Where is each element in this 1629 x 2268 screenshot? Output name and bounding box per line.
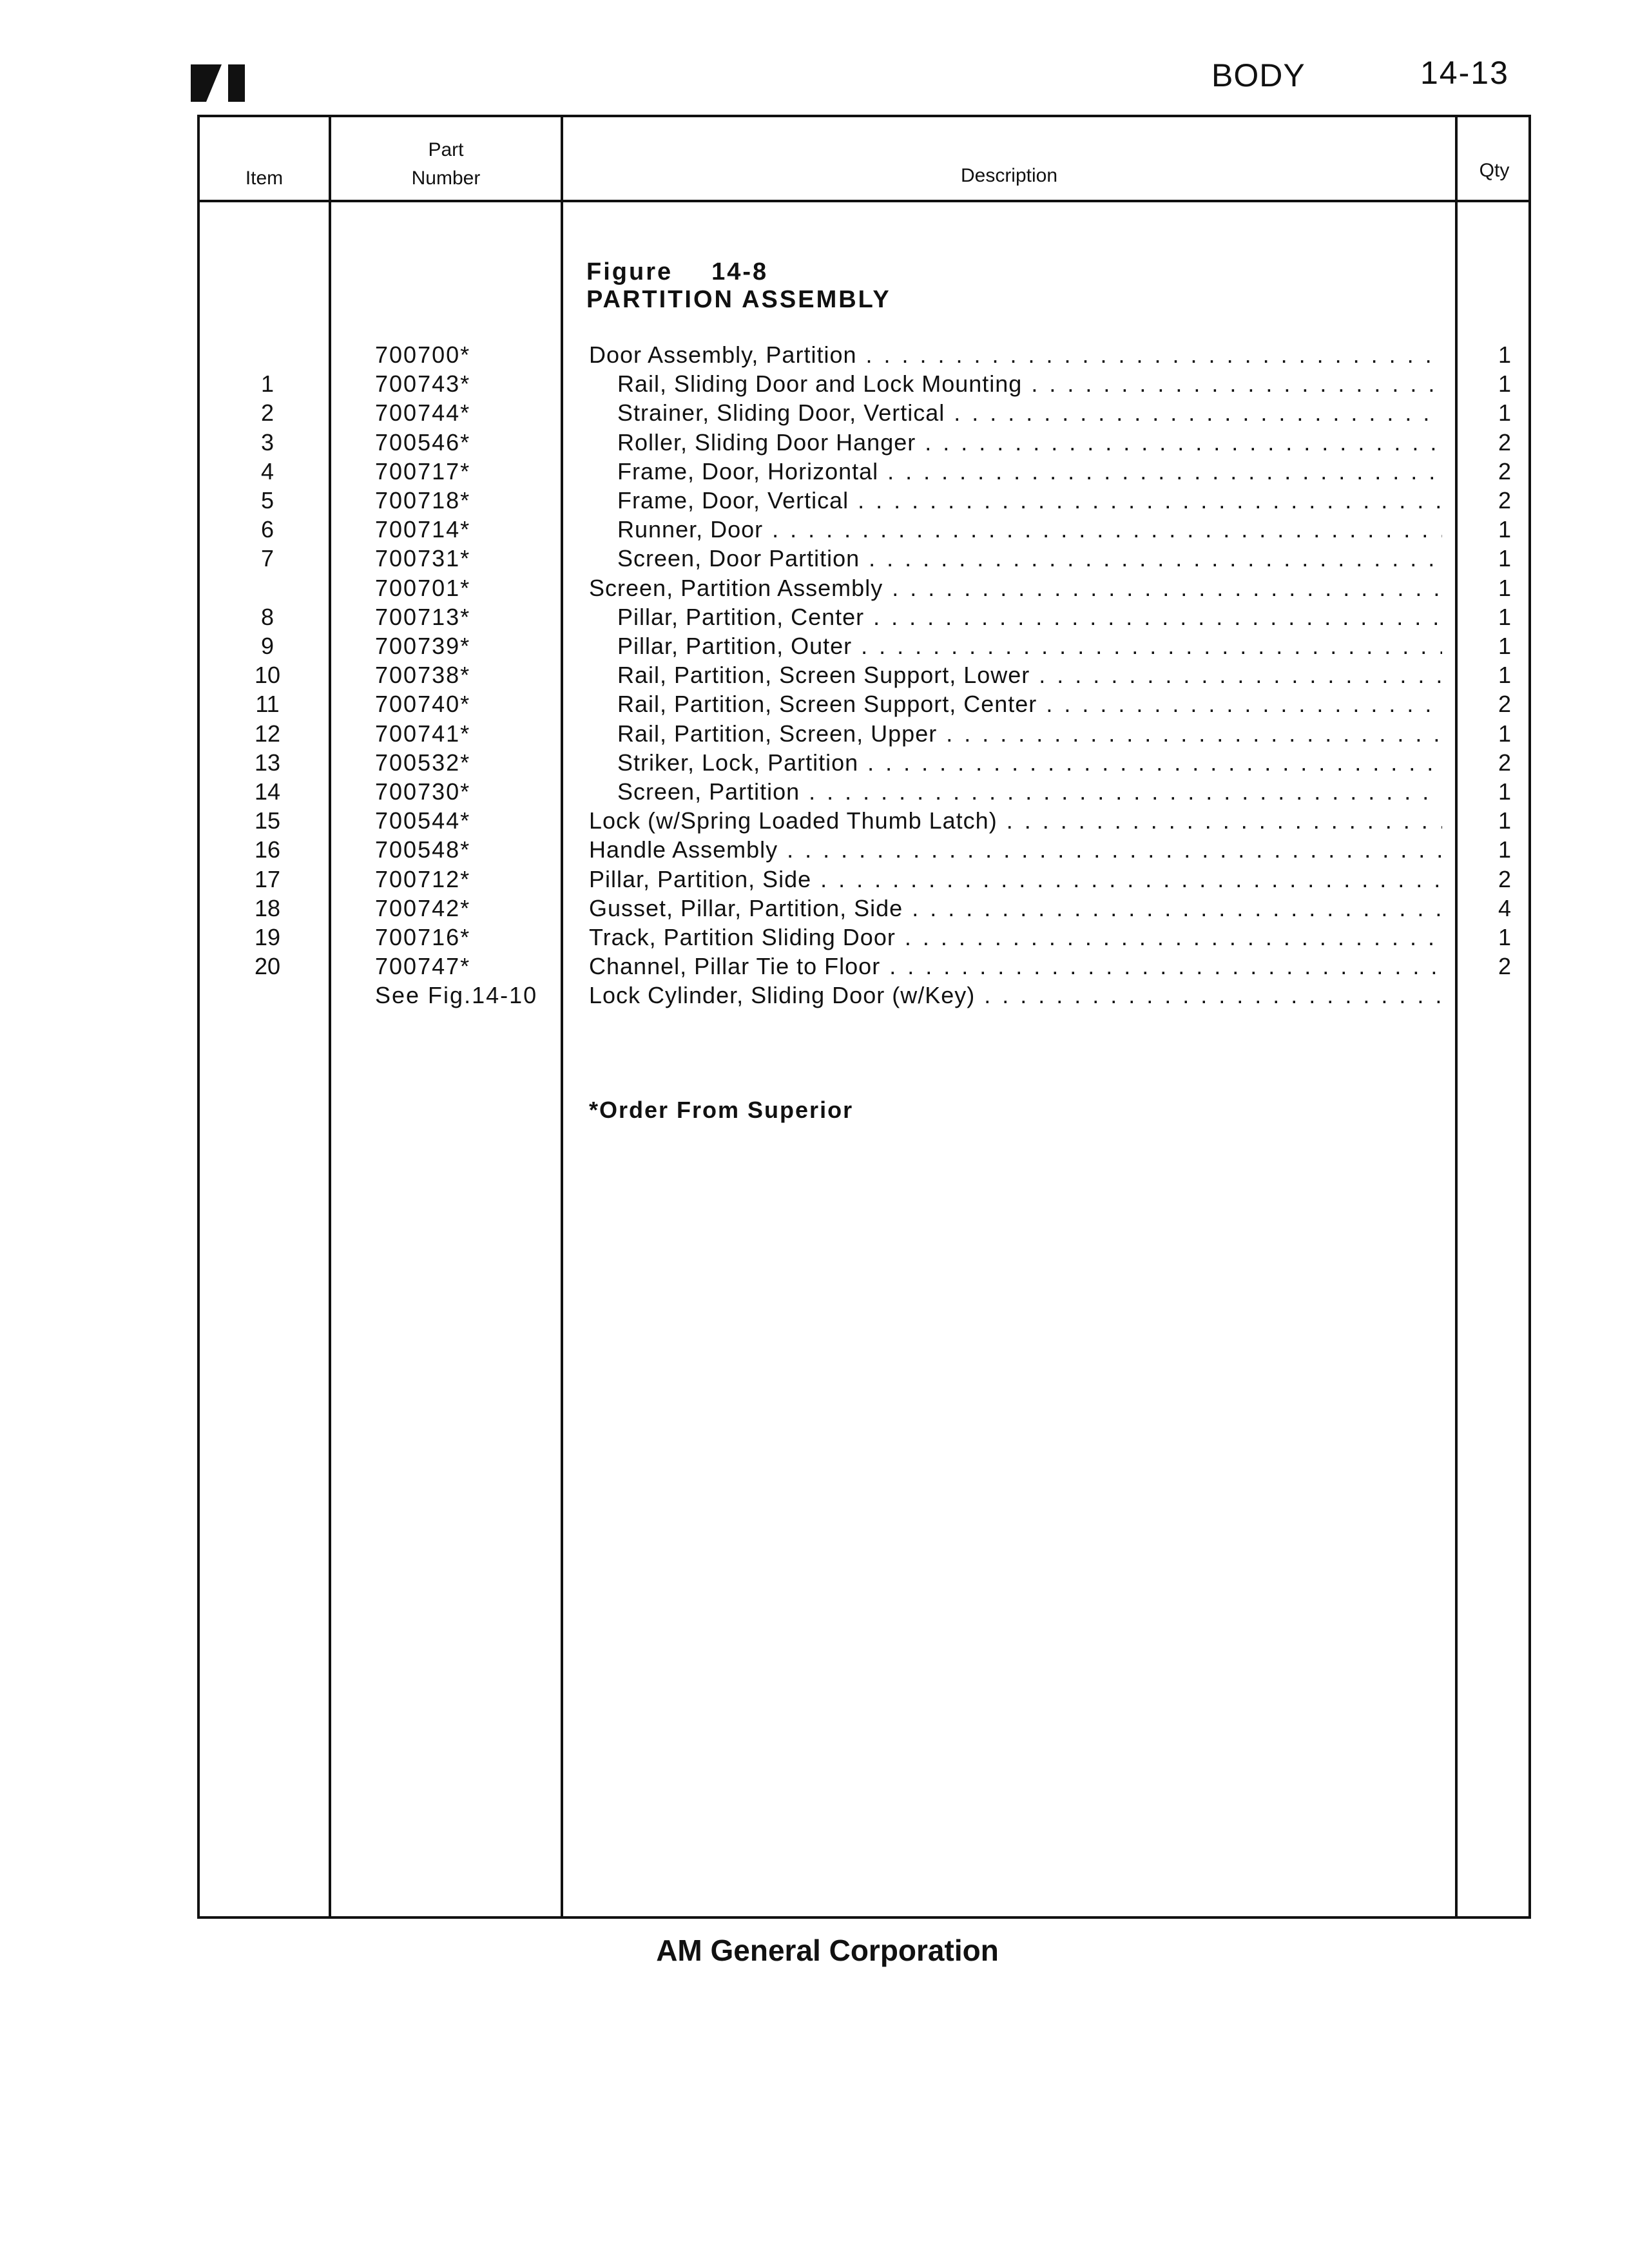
part-number: 700713* bbox=[375, 603, 471, 630]
table-row bbox=[200, 602, 1528, 631]
part-number: 700532* bbox=[375, 749, 471, 776]
part-description: Pillar, Partition, Outer . . . bbox=[617, 631, 1442, 660]
part-description: Screen, Partition Assembly . . . bbox=[589, 573, 1442, 602]
table-row bbox=[200, 777, 1528, 806]
item-number: 8 bbox=[260, 603, 275, 630]
header-divider bbox=[200, 200, 1528, 202]
quantity: 1 bbox=[1498, 603, 1512, 630]
part-number: 700712* bbox=[375, 865, 471, 892]
part-description: Screen, Partition . . . bbox=[617, 777, 1442, 806]
qty-column-header: Qty bbox=[1479, 160, 1510, 181]
part-description: Lock Cylinder, Sliding Door (w/Key) . . . bbox=[589, 981, 1442, 1010]
part-description: Strainer, Sliding Door, Vertical . . . bbox=[617, 398, 1442, 427]
quantity: 1 bbox=[1498, 662, 1512, 689]
part-number: 700701* bbox=[375, 574, 471, 601]
table-row bbox=[200, 398, 1528, 427]
quantity: 2 bbox=[1498, 749, 1512, 776]
table-row bbox=[200, 369, 1528, 398]
quantity: 2 bbox=[1498, 457, 1512, 485]
part-number: 700731* bbox=[375, 545, 471, 572]
item-number: 10 bbox=[254, 662, 281, 689]
item-number: 7 bbox=[260, 545, 275, 572]
item-number: 5 bbox=[260, 487, 275, 514]
table-row bbox=[200, 631, 1528, 660]
section-title: BODY bbox=[1211, 57, 1306, 93]
quantity: 1 bbox=[1498, 924, 1512, 950]
part-description: Pillar, Partition, Center . . . bbox=[617, 602, 1442, 631]
part-number: 700742* bbox=[375, 894, 471, 921]
item-number: 2 bbox=[260, 399, 275, 427]
quantity: 1 bbox=[1498, 370, 1512, 398]
part-number: 700714* bbox=[375, 516, 471, 543]
part-number: 700718* bbox=[375, 487, 471, 514]
figure-label: Figure bbox=[586, 258, 673, 285]
part-number: 700546* bbox=[375, 428, 471, 456]
part-description: Channel, Pillar Tie to Floor . . . bbox=[589, 952, 1442, 981]
table-row bbox=[200, 457, 1528, 486]
table-row bbox=[200, 486, 1528, 515]
description-column-header: Description bbox=[960, 165, 1058, 186]
item-number: 14 bbox=[254, 778, 281, 805]
part-number: 700740* bbox=[375, 691, 471, 718]
quantity: 2 bbox=[1498, 428, 1512, 456]
part-description: Roller, Sliding Door Hanger . . . bbox=[617, 428, 1442, 457]
part-column-header-line1: Part bbox=[428, 139, 464, 160]
table-row bbox=[200, 748, 1528, 777]
item-number: 18 bbox=[254, 894, 281, 921]
item-number: 4 bbox=[260, 457, 275, 485]
footer-company: AM General Corporation bbox=[656, 1934, 999, 1967]
part-number: 700739* bbox=[375, 633, 471, 659]
part-number: 700548* bbox=[375, 836, 471, 863]
part-number: 700716* bbox=[375, 924, 471, 950]
quantity: 1 bbox=[1498, 807, 1512, 834]
part-description: Rail, Sliding Door and Lock Mounting . . . bbox=[617, 369, 1442, 398]
quantity: 1 bbox=[1498, 574, 1512, 601]
table-row bbox=[200, 952, 1528, 981]
item-number: 12 bbox=[254, 720, 281, 747]
part-description: Door Assembly, Partition . . . bbox=[589, 340, 1442, 369]
table-row bbox=[200, 340, 1528, 369]
quantity: 1 bbox=[1498, 399, 1512, 427]
table-row bbox=[200, 835, 1528, 864]
item-column-header: Item bbox=[245, 168, 284, 189]
quantity: 1 bbox=[1498, 836, 1512, 863]
part-number: 700700* bbox=[375, 341, 471, 368]
part-description: Pillar, Partition, Side . . . bbox=[589, 865, 1442, 894]
item-number: 1 bbox=[260, 370, 275, 398]
quantity: 2 bbox=[1498, 953, 1512, 980]
item-number: 3 bbox=[260, 428, 275, 456]
part-number: See Fig.14-10 bbox=[375, 982, 538, 1009]
company-logo bbox=[191, 64, 249, 102]
part-description: Rail, Partition, Screen Support, Center . . . bbox=[617, 689, 1442, 718]
item-number: 20 bbox=[254, 953, 281, 980]
table-row bbox=[200, 689, 1528, 718]
table-row bbox=[200, 806, 1528, 835]
table-row bbox=[200, 865, 1528, 894]
part-description: Rail, Partition, Screen, Upper . . . bbox=[617, 719, 1442, 748]
part-number: 700741* bbox=[375, 720, 471, 747]
part-description: Screen, Door Partition . . . bbox=[617, 544, 1442, 573]
table-row bbox=[200, 894, 1528, 923]
figure-title bbox=[586, 258, 768, 286]
table-row bbox=[200, 515, 1528, 544]
order-note: *Order From Superior bbox=[589, 1097, 854, 1123]
item-number: 13 bbox=[254, 749, 281, 776]
part-column-header-line2: Number bbox=[411, 168, 481, 189]
table-row bbox=[200, 428, 1528, 457]
quantity: 2 bbox=[1498, 691, 1512, 718]
part-description: Lock (w/Spring Loaded Thumb Latch) . . . bbox=[589, 806, 1442, 835]
part-number: 700743* bbox=[375, 370, 471, 398]
item-number: 19 bbox=[254, 924, 281, 950]
quantity: 4 bbox=[1498, 894, 1512, 921]
quantity: 2 bbox=[1498, 865, 1512, 892]
part-number: 700544* bbox=[375, 807, 471, 834]
quantity: 1 bbox=[1498, 633, 1512, 659]
part-number: 700717* bbox=[375, 457, 471, 485]
part-description: Gusset, Pillar, Partition, Side . . . bbox=[589, 894, 1442, 923]
figure-number: 14-8 bbox=[711, 258, 769, 285]
part-description: Handle Assembly . . . bbox=[589, 835, 1442, 864]
part-number: 700744* bbox=[375, 399, 471, 427]
parts-table bbox=[197, 115, 1531, 1919]
table-row bbox=[200, 573, 1528, 602]
table-row bbox=[200, 719, 1528, 748]
quantity: 2 bbox=[1498, 487, 1512, 514]
item-number: 15 bbox=[254, 807, 281, 834]
table-row bbox=[200, 660, 1528, 689]
page-number: 14-13 bbox=[1420, 55, 1509, 91]
part-description: Track, Partition Sliding Door . . . bbox=[589, 923, 1442, 952]
part-description: Rail, Partition, Screen Support, Lower . . . bbox=[617, 660, 1442, 689]
quantity: 1 bbox=[1498, 516, 1512, 543]
item-number: 17 bbox=[254, 865, 281, 892]
table-row bbox=[200, 544, 1528, 573]
part-number: 700738* bbox=[375, 662, 471, 689]
quantity: 1 bbox=[1498, 545, 1512, 572]
figure-subtitle: PARTITION ASSEMBLY bbox=[586, 286, 891, 313]
table-row bbox=[200, 981, 1528, 1010]
part-number: 700747* bbox=[375, 953, 471, 980]
quantity: 1 bbox=[1498, 778, 1512, 805]
item-number: 11 bbox=[255, 691, 280, 718]
item-number: 9 bbox=[260, 633, 275, 659]
quantity: 1 bbox=[1498, 341, 1512, 368]
part-description: Striker, Lock, Partition . . . bbox=[617, 748, 1442, 777]
part-description: Runner, Door . . . bbox=[617, 515, 1442, 544]
table-row bbox=[200, 923, 1528, 952]
item-number: 6 bbox=[260, 516, 275, 543]
quantity: 1 bbox=[1498, 720, 1512, 747]
part-description: Frame, Door, Horizontal . . . bbox=[617, 457, 1442, 486]
part-description: Frame, Door, Vertical . . . bbox=[617, 486, 1442, 515]
item-number: 16 bbox=[254, 836, 281, 863]
part-number: 700730* bbox=[375, 778, 471, 805]
